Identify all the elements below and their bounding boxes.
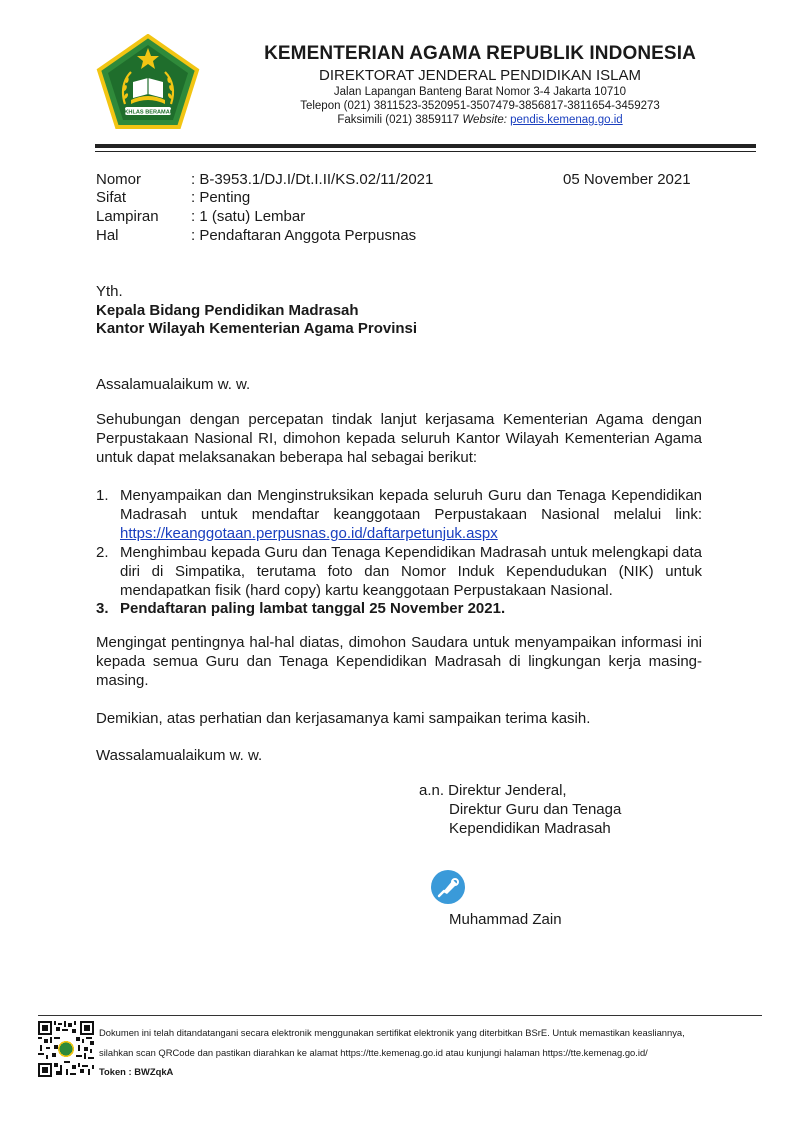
recipient-salutation: Yth. <box>96 283 123 300</box>
electronic-signature-icon <box>430 869 466 905</box>
signature-title-1: Direktur Guru dan Tenaga <box>449 801 622 818</box>
list-text: Menghimbau kepada Guru dan Tenaga Kependidikan Madrasah untuk melengkapi data diri di Simpatika, terutama foto dan Nomor Induk Kependudukan (NIK) untuk mendapatkan fisik (hard copy) kartu keanggotaan Perpustakaan Nasional. <box>120 544 702 599</box>
list-text: Menyampaikan dan Menginstruksikan kepada seluruh Guru dan Tenaga Kependidikan Madrasah untuk mendaftar keanggotaan Perpustakaan Nasional melalui link: <box>120 487 702 523</box>
letterhead-rule-thick <box>95 144 756 148</box>
ministry-name: KEMENTERIAN AGAMA REPUBLIK INDONESIA <box>264 43 696 64</box>
intro-paragraph: Sehubungan dengan percepatan tindak lanjut kerjasama Kementerian Agama dengan Perpustakaan Nasional RI, dimohon kepada seluruh Kantor Wilayah Kementerian Agama untuk dapat melaksanakan beberapa hal sebagai berikut: <box>96 411 702 466</box>
closing-sentence: Demikian, atas perhatian dan kerjasamanya kami sampaikan terima kasih. <box>96 710 591 727</box>
footer-disclaimer-line-1: Dokumen ini telah ditandatangani secara elektronik menggunakan sertifikat elektronik yang diterbitkan BSrE. Untuk memastikan keasliannya, <box>99 1027 685 1038</box>
qr-code-icon[interactable] <box>38 1021 94 1077</box>
website-link[interactable]: pendis.kemenag.go.id <box>510 114 623 126</box>
meta-value: : 1 (satu) Lembar <box>191 208 306 225</box>
fax: Faksimili (021) 3859117 <box>337 114 460 126</box>
signature-on-behalf: a.n. Direktur Jenderal, <box>419 782 567 799</box>
perpusnas-link[interactable]: https://keanggotaan.perpusnas.go.id/daftarpetunjuk.aspx <box>120 525 498 542</box>
list-item <box>96 543 702 600</box>
meta-key: Sifat <box>96 189 127 206</box>
list-item <box>96 486 702 543</box>
reminder-paragraph: Mengingat pentingnya hal-hal diatas, dimohon Saudara untuk menyampaikan informasi ini kepada semua Guru dan Tenaga Kependidikan Madrasah di lingkungan kerja masing-masing. <box>96 634 702 689</box>
list-number: 3. <box>96 600 109 617</box>
website-label: Website: <box>462 114 507 126</box>
list-text: Pendaftaran paling lambat tanggal 25 November 2021. <box>120 600 506 617</box>
meta-value: : Penting <box>191 189 251 206</box>
meta-key: Hal <box>96 227 119 244</box>
letterhead-rule-thin <box>95 151 756 152</box>
fax-website-line <box>200 114 760 126</box>
letter-date: 05 November 2021 <box>563 171 691 188</box>
list-number: 2. <box>96 544 109 561</box>
list-item <box>96 599 702 618</box>
meta-value: : Pendaftaran Anggota Perpusnas <box>191 227 417 244</box>
list-number: 1. <box>96 487 109 504</box>
recipient-line-2: Kantor Wilayah Kementerian Agama Provinsi <box>96 320 418 337</box>
meta-value: : B-3953.1/DJ.I/Dt.I.II/KS.02/11/2021 <box>191 171 434 188</box>
directorate-name: DIREKTORAT JENDERAL PENDIDIKAN ISLAM <box>318 67 642 84</box>
farewell: Wassalamualaikum w. w. <box>96 747 263 764</box>
phone-numbers: Telepon (021) 3811523-3520951-3507479-3856817-3811654-3459273 <box>300 100 660 112</box>
footer-token: Token : BWZqkA <box>99 1066 174 1077</box>
signatory-name: Muhammad Zain <box>449 911 562 928</box>
meta-key: Nomor <box>96 171 142 188</box>
logo-motto: IKHLAS BERAMAL <box>122 109 174 116</box>
footer-rule <box>38 1015 762 1016</box>
meta-key: Lampiran <box>96 208 159 225</box>
footer-disclaimer-line-2: silahkan scan QRCode dan pastikan diarahkan ke alamat https://tte.kemenag.go.id atau kunjungi halaman https://tte.kemenag.go.id/ <box>99 1047 648 1058</box>
signature-title-2: Kependidikan Madrasah <box>449 820 611 837</box>
address: Jalan Lapangan Banteng Barat Nomor 3-4 Jakarta 10710 <box>333 86 627 98</box>
greeting: Assalamualaikum w. w. <box>96 376 251 393</box>
recipient-line-1: Kepala Bidang Pendidikan Madrasah <box>96 302 359 319</box>
ministry-emblem-icon <box>95 34 201 130</box>
